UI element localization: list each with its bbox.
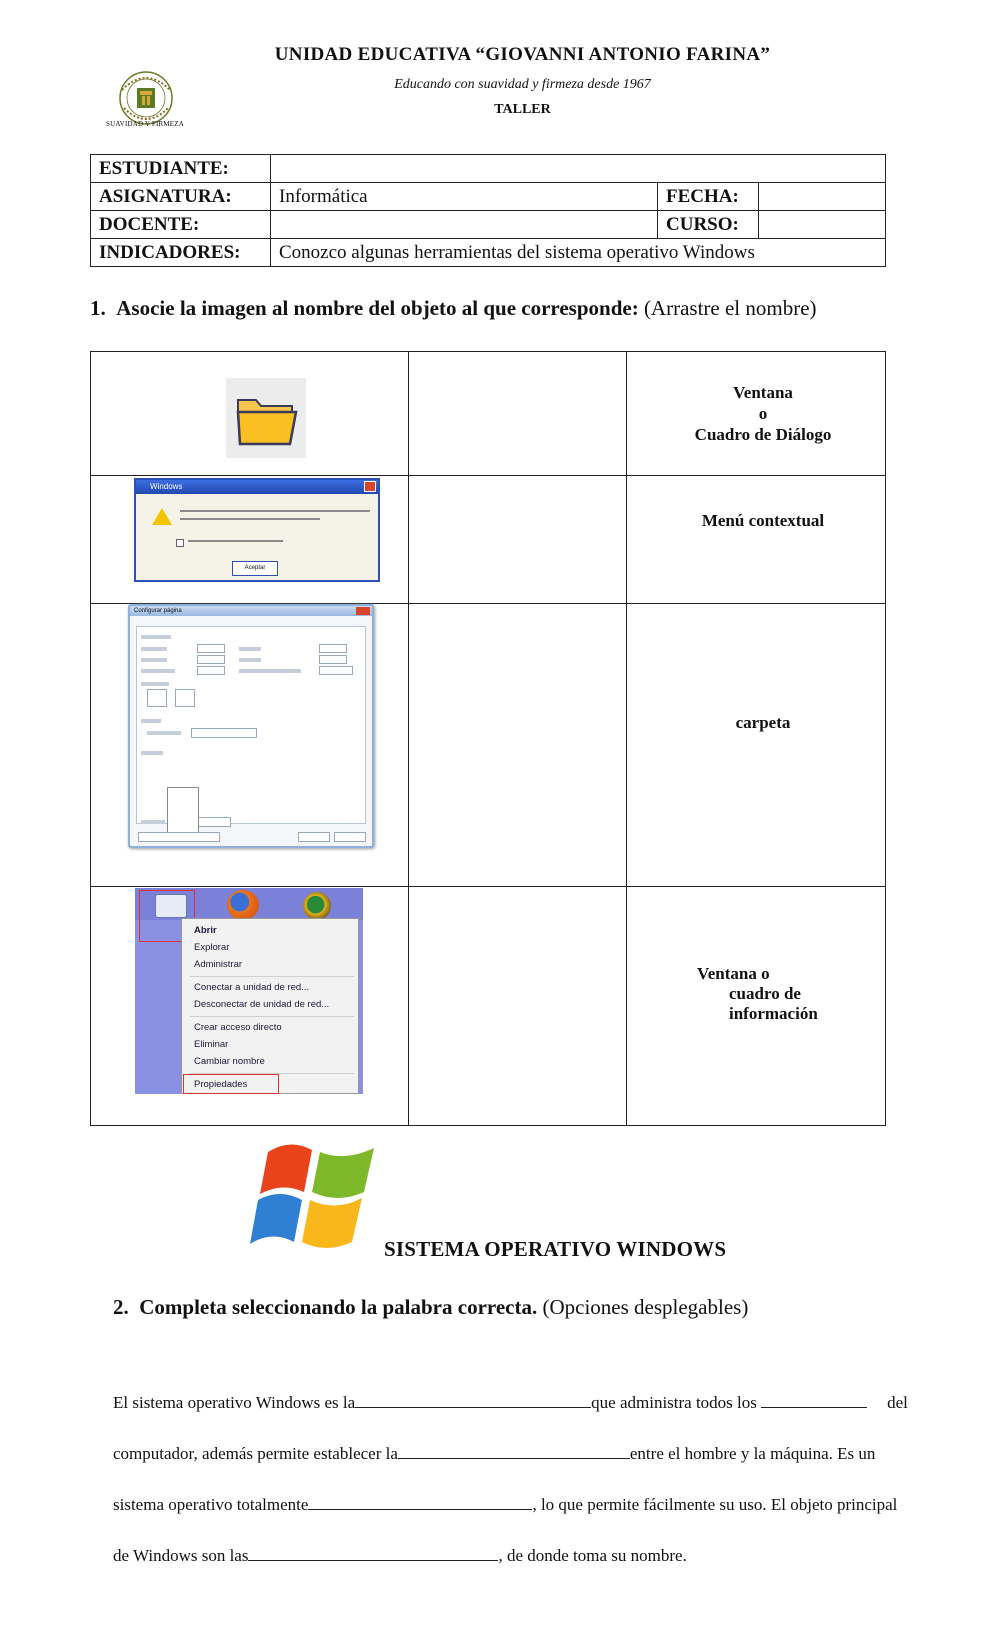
context-menu <box>181 918 359 1094</box>
option-1-line-3: Cuadro de Diálogo <box>694 425 832 444</box>
teacher-field[interactable] <box>271 211 658 239</box>
teacher-label: DOCENTE: <box>91 211 271 239</box>
windows-logo-icon <box>246 1134 386 1258</box>
drop-zone-4[interactable] <box>410 888 625 1125</box>
menu-item-explore: Explorar <box>194 942 230 953</box>
text-segment: entre el hombre y la máquina. Es un <box>629 1444 876 1463</box>
blank-dropdown-3[interactable] <box>398 1444 630 1459</box>
option-4-line-3: información <box>729 1004 818 1023</box>
menu-item-map-drive: Conectar a unidad de red... <box>194 982 310 993</box>
document-type: TALLER <box>494 102 551 117</box>
question-1-hint: (Arrastre el nombre) <box>643 296 817 320</box>
question-2 <box>113 1295 748 1320</box>
text-segment: que administra todos los <box>591 1393 757 1412</box>
drop-zone-3[interactable] <box>410 605 625 885</box>
info-dialog-image <box>134 478 380 582</box>
globe-icon <box>303 892 331 920</box>
date-field[interactable] <box>759 183 886 211</box>
indicators-label: INDICADORES: <box>91 239 271 267</box>
option-context-menu[interactable]: Menú contextual <box>701 511 825 530</box>
text-segment: de Windows son las <box>113 1546 249 1565</box>
question-1 <box>90 296 817 321</box>
question-1-number: 1. <box>90 296 106 320</box>
option-4-line-1: Ventana o <box>697 964 770 983</box>
config-title: Configurar página <box>130 606 372 616</box>
student-label: ESTUDIANTE: <box>91 155 271 183</box>
drop-zone-2[interactable] <box>410 477 625 602</box>
school-motto: Educando con suavidad y firmeza desde 1967 <box>394 77 651 92</box>
question-2-text: Completa seleccionando la palabra correcta. <box>139 1295 538 1319</box>
question-2-hint: (Opciones desplegables) <box>542 1295 749 1319</box>
close-icon <box>364 481 376 492</box>
banner-title: SISTEMA OPERATIVO WINDOWS <box>384 1237 727 1261</box>
matching-table <box>90 351 886 1126</box>
blank-dropdown-5[interactable] <box>248 1546 498 1561</box>
paragraph-line-2 <box>113 1444 875 1464</box>
menu-item-properties: Propiedades <box>194 1079 248 1090</box>
text-segment: , de donde toma su nombre. <box>498 1546 687 1565</box>
logo-caption: SUAVIDAD Y FIRMEZA <box>105 120 184 128</box>
option-window-dialog[interactable] <box>641 382 885 445</box>
question-1-text: Asocie la imagen al nombre del objeto al que corresponde: <box>116 296 639 320</box>
course-label: CURSO: <box>658 211 759 239</box>
subject-value: Informática <box>271 183 658 211</box>
course-field[interactable] <box>759 211 886 239</box>
indicators-value: Conozco algunas herramientas del sistema operativo Windows <box>271 239 886 267</box>
text-segment: del <box>887 1393 908 1412</box>
date-label: FECHA: <box>658 183 759 211</box>
menu-item-disconnect-drive: Desconectar de unidad de red... <box>194 999 330 1010</box>
subject-label: ASIGNATURA: <box>91 183 271 211</box>
folder-image <box>226 378 306 458</box>
paragraph-line-4 <box>113 1546 687 1566</box>
paragraph-line-3 <box>113 1495 897 1515</box>
student-info-table <box>90 154 886 267</box>
menu-item-open: Abrir <box>194 925 217 936</box>
option-folder[interactable]: carpeta <box>735 713 791 732</box>
menu-item-manage: Administrar <box>194 959 243 970</box>
firefox-icon <box>227 890 259 920</box>
text-segment: El sistema operativo Windows es la <box>113 1393 356 1412</box>
question-2-number: 2. <box>113 1295 129 1319</box>
option-4-line-2: cuadro de <box>729 984 801 1003</box>
option-info-window[interactable] <box>697 964 818 1024</box>
dialog-title: Windows <box>136 480 378 494</box>
text-segment: sistema operativo totalmente <box>113 1495 309 1514</box>
menu-item-rename: Cambiar nombre <box>194 1056 265 1067</box>
dialog-ok-button: Aceptar <box>232 561 278 576</box>
option-1-line-2: o <box>758 404 768 423</box>
option-1-line-1: Ventana <box>733 383 793 402</box>
text-segment: computador, además permite establecer la <box>113 1444 398 1463</box>
drop-zone-1[interactable] <box>410 352 625 474</box>
checkbox <box>176 539 184 547</box>
folder-icon <box>226 378 306 458</box>
dialog-box-image <box>128 604 374 848</box>
text-segment: , lo que permite fácilmente su uso. El objeto principal <box>532 1495 898 1514</box>
blank-dropdown-1[interactable] <box>355 1393 591 1408</box>
school-name: UNIDAD EDUCATIVA “GIOVANNI ANTONIO FARINA” <box>274 44 771 65</box>
paragraph-line-1 <box>113 1393 908 1413</box>
blank-dropdown-4[interactable] <box>308 1495 532 1510</box>
close-icon <box>356 607 370 615</box>
warning-icon <box>152 508 172 525</box>
menu-item-delete: Eliminar <box>194 1039 229 1050</box>
context-menu-image <box>135 888 363 1094</box>
blank-dropdown-2[interactable] <box>761 1393 867 1408</box>
menu-item-shortcut: Crear acceso directo <box>194 1022 282 1033</box>
student-field[interactable] <box>271 155 886 183</box>
